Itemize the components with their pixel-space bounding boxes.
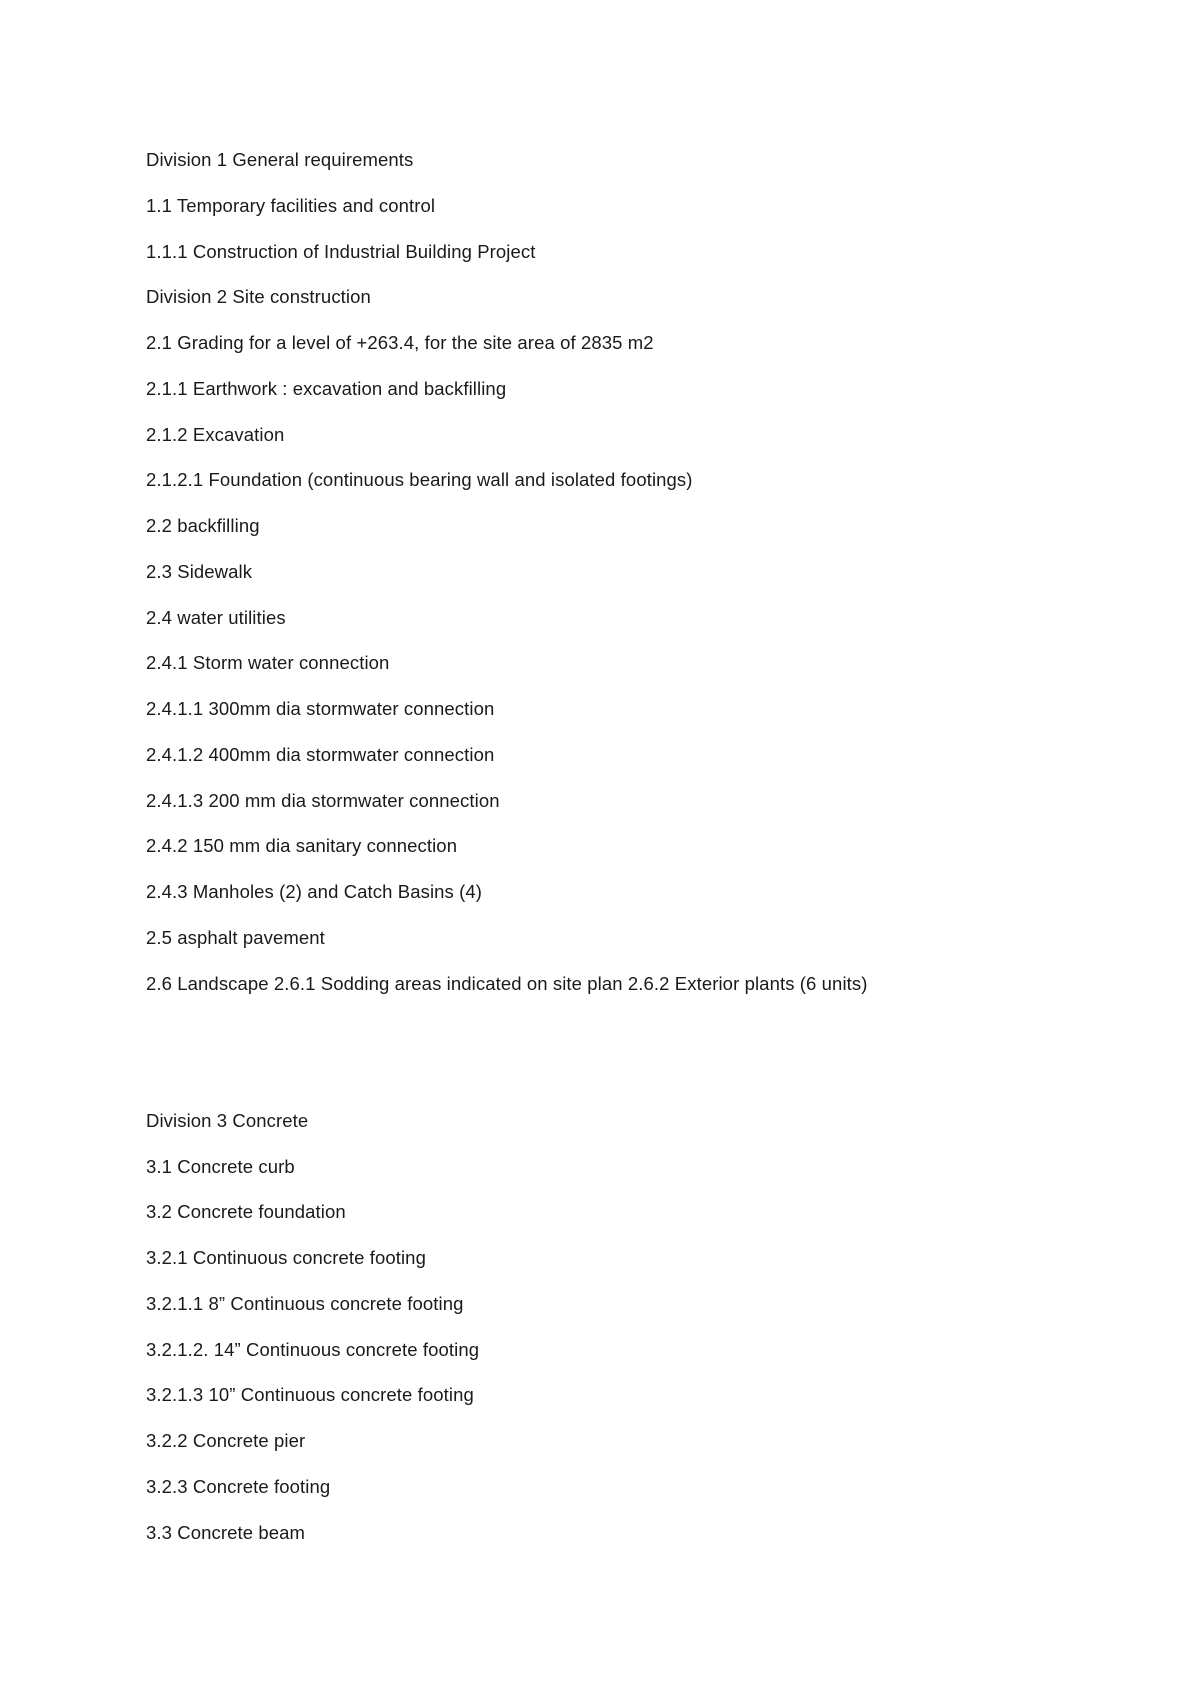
section-2-4: 2.4 water utilities [146, 607, 286, 628]
section-3-2-1-1: 3.2.1.1 8” Continuous concrete footing [146, 1293, 464, 1314]
section-2-4-3: 2.4.3 Manholes (2) and Catch Basins (4) [146, 881, 483, 902]
section-2-1-1: 2.1.1 Earthwork : excavation and backfilling [146, 378, 507, 399]
section-3-2-3: 3.2.3 Concrete footing [146, 1476, 331, 1497]
division-3-heading: Division 3 Concrete [146, 1110, 309, 1131]
section-2-4-1-1: 2.4.1.1 300mm dia stormwater connection [146, 698, 495, 719]
section-2-1-2-1: 2.1.2.1 Foundation (continuous bearing wall and isolated footings) [146, 469, 693, 490]
section-2-6: 2.6 Landscape 2.6.1 Sodding areas indicated on site plan 2.6.2 Exterior plants (6 units) [146, 973, 868, 994]
section-2-2: 2.2 backfilling [146, 515, 260, 536]
section-3-3: 3.3 Concrete beam [146, 1522, 306, 1543]
section-2-4-2: 2.4.2 150 mm dia sanitary connection [146, 835, 458, 856]
section-2-3: 2.3 Sidewalk [146, 561, 253, 582]
section-3-2-1: 3.2.1 Continuous concrete footing [146, 1247, 426, 1268]
section-2-4-1-2: 2.4.1.2 400mm dia stormwater connection [146, 744, 495, 765]
section-2-5: 2.5 asphalt pavement [146, 927, 325, 948]
section-2-4-1: 2.4.1 Storm water connection [146, 652, 390, 673]
section-2-1-2: 2.1.2 Excavation [146, 424, 285, 445]
division-1-heading: Division 1 General requirements [146, 149, 414, 170]
section-3-2-2: 3.2.2 Concrete pier [146, 1430, 306, 1451]
section-3-2-1-3: 3.2.1.3 10” Continuous concrete footing [146, 1384, 474, 1405]
section-3-2-1-2: 3.2.1.2. 14” Continuous concrete footing [146, 1339, 480, 1360]
section-1-1: 1.1 Temporary facilities and control [146, 195, 436, 216]
division-2-heading: Division 2 Site construction [146, 286, 371, 307]
section-1-1-1: 1.1.1 Construction of Industrial Building Project [146, 241, 536, 262]
section-3-2: 3.2 Concrete foundation [146, 1201, 346, 1222]
section-2-4-1-3: 2.4.1.3 200 mm dia stormwater connection [146, 790, 500, 811]
section-3-1: 3.1 Concrete curb [146, 1156, 295, 1177]
section-2-1: 2.1 Grading for a level of +263.4, for the site area of 2835 m2 [146, 332, 654, 353]
